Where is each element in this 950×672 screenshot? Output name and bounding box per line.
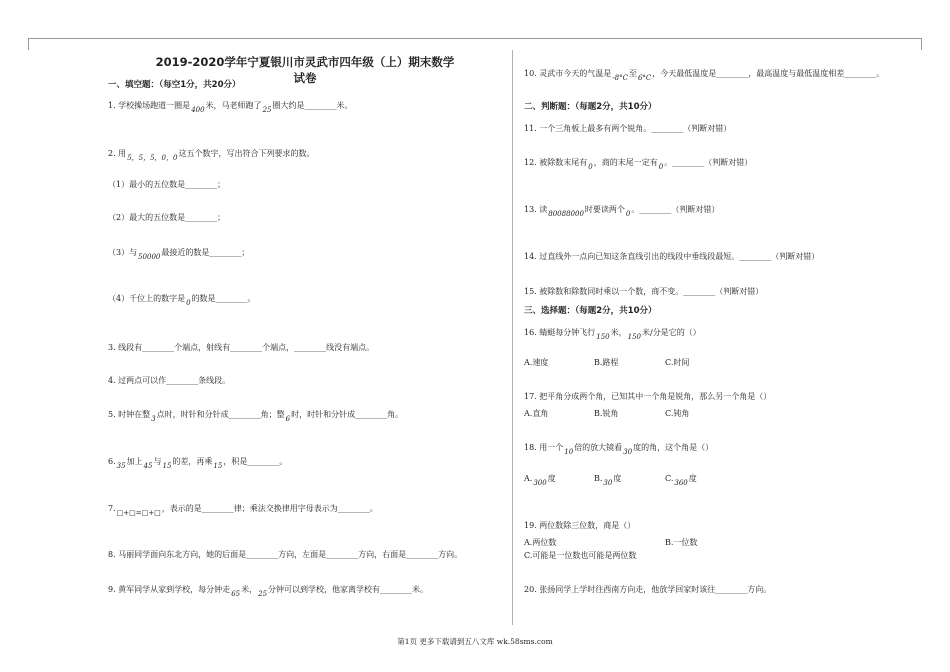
question-2-1: （1）最小的五位数是________； [108, 180, 226, 189]
question-9: 9. 黄军同学从家到学校，每分钟走65米，25分钟可以到学校，他家离学校有________米。 [108, 585, 429, 598]
question-18-option-c: C.360度 [665, 474, 697, 487]
question-20: 20. 张扬同学上学时往西南方向走，他放学回家时该往________方向。 [524, 585, 772, 594]
question-7: 7.□+□=□+□，表示的是________律；乘法交换律用字母表示为________。 [108, 504, 378, 517]
question-13: 13. 读80088000时要读两个0。________（判断对错） [524, 205, 720, 218]
question-19-option-c: C.可能是一位数也可能是两位数 [524, 551, 637, 560]
question-17-option-a: A.直角 [524, 409, 549, 418]
question-17-option-c: C.钝角 [665, 409, 690, 418]
question-11: 11. 一个三角板上最多有两个锐角。________（判断对错） [524, 124, 732, 133]
question-19-option-a: A.两位数 [524, 538, 557, 547]
question-2-3: （3）与50000最接近的数是________； [108, 248, 250, 261]
question-5: 5. 时钟在整3点时，时针和分针成________角；整6时，时针和分针成________角。 [108, 410, 404, 423]
question-10: 10. 灵武市今天的气温是-8°C至6°C，今天最低温度是________，最高温度与最低温度相差________。 [524, 69, 885, 82]
page-frame-right [921, 38, 922, 50]
question-17: 17. 把平角分成两个角，已知其中一个角是锐角，那么另一个角是（） [524, 392, 772, 401]
question-12: 12. 被除数末尾有0，商的末尾一定有0。________（判断对错） [524, 158, 753, 171]
question-18: 18. 用一个10倍的放大镜看30度的角，这个角是（） [524, 443, 714, 456]
question-2-4: （4）千位上的数字是0的数是________。 [108, 294, 256, 307]
question-1: 1. 学校操场跑道一圈是400米，马老师跑了25圈大约是________米。 [108, 101, 353, 114]
page-footer: 第1页 更多下载请到五八文库 wk.58sms.com [397, 637, 553, 646]
question-18-option-a: A.300度 [524, 474, 556, 487]
section-fill-in: 一、填空题：（每空1分，共20分） [108, 80, 241, 90]
page-frame-left [28, 38, 29, 50]
question-6: 6.35加上45与15的差，再乘15，积是________。 [108, 457, 288, 470]
question-8: 8. 马丽同学面向东北方向，她的后面是________方向，左面是________方向，右面是________方向。 [108, 550, 463, 559]
question-14: 14. 过直线外一点向已知这条直线引出的线段中垂线段最短。________（判断对错） [524, 252, 820, 261]
column-divider [512, 50, 513, 625]
question-2-2: （2）最大的五位数是________； [108, 213, 226, 222]
section-true-false: 二、判断题：（每题2分，共10分） [524, 102, 657, 112]
question-16-option-a: A.速度 [524, 358, 549, 367]
question-18-option-b: B.30度 [594, 474, 622, 487]
page-frame-top [28, 38, 922, 39]
section-multiple-choice: 三、选择题：（每题2分，共10分） [524, 306, 657, 316]
question-2: 2. 用5，5，5，0，0这五个数字，写出符合下列要求的数。 [108, 149, 315, 162]
question-16: 16. 蜻蜓每分钟飞行150米，150米/分是它的（） [524, 328, 701, 341]
question-19: 19. 两位数除三位数，商是（） [524, 521, 636, 530]
exam-title: 2019-2020学年宁夏银川市灵武市四年级（上）期末数学试卷 [155, 55, 455, 85]
question-17-option-b: B.锐角 [594, 409, 619, 418]
question-3: 3. 线段有________个端点，射线有________个端点，________线没有端点。 [108, 343, 375, 352]
question-19-option-b: B.一位数 [665, 538, 698, 547]
question-16-option-c: C.时间 [665, 358, 690, 367]
question-4: 4. 过两点可以作________条线段。 [108, 376, 231, 385]
question-16-option-b: B.路程 [594, 358, 619, 367]
question-15: 15. 被除数和除数同时乘以一个数，商不变。________（判断对错） [524, 287, 764, 296]
